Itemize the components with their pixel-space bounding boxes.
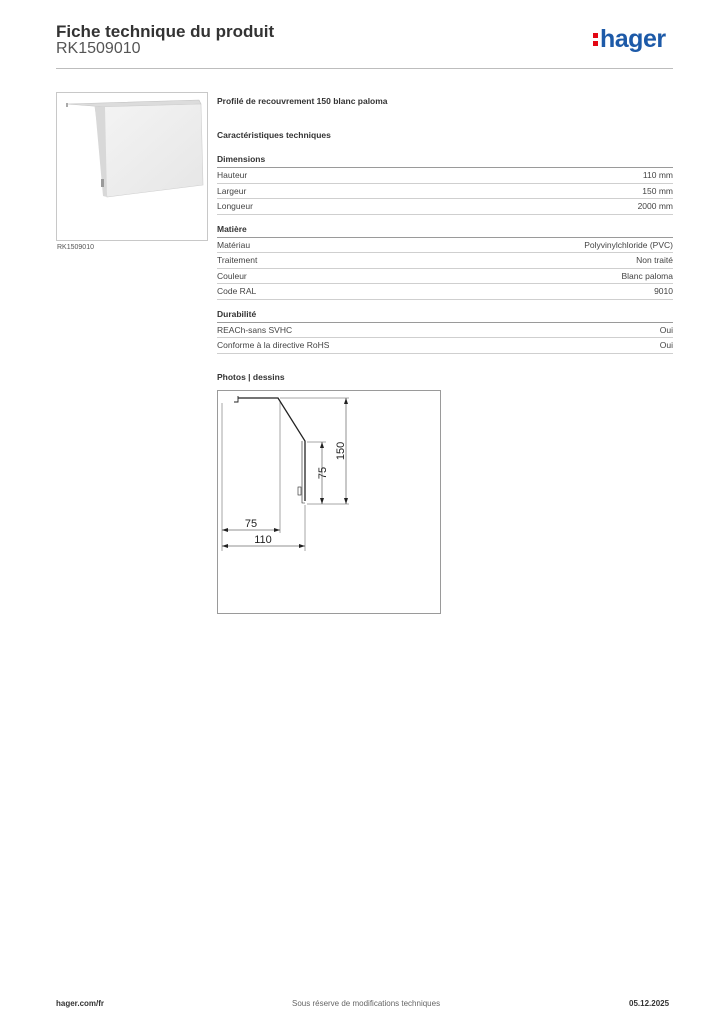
footer-note: Sous réserve de modifications techniques: [292, 999, 441, 1008]
spec-value: Non traité: [636, 255, 673, 265]
spec-label: Largeur: [217, 185, 247, 196]
spec-value: Oui: [659, 340, 673, 350]
product-image: [56, 92, 208, 241]
spec-value: Blanc paloma: [621, 270, 673, 281]
spec-row: [217, 253, 673, 269]
dimension-75-horizontal-label: 75: [244, 518, 258, 530]
spec-row: [217, 323, 673, 339]
group-title: Dimensions: [217, 154, 673, 168]
spec-row: [217, 269, 673, 285]
dimension-75-vertical-label: 75: [317, 466, 329, 480]
spec-value: 2000 mm: [637, 201, 673, 211]
photos-title: Photos | dessins: [217, 371, 285, 382]
spec-label: Hauteur: [217, 170, 248, 180]
spec-value: Oui: [659, 324, 673, 335]
logo-text: hager: [600, 25, 666, 53]
spec-group-dimensions: [217, 154, 673, 215]
spec-label: Code RAL: [217, 286, 257, 296]
profile-drawing: [218, 391, 440, 613]
dimension-110-label: 110: [254, 534, 272, 546]
spec-row: [217, 338, 673, 354]
section-title: Caractéristiques techniques: [217, 130, 331, 140]
page-title: Fiche technique du produit: [56, 22, 275, 41]
cover-profile-icon: [57, 93, 207, 240]
spec-row: [217, 199, 673, 215]
spec-group-material: [217, 224, 673, 300]
group-title: Durabilité: [217, 309, 673, 323]
specs-panel: [217, 96, 673, 382]
spec-group-durability: [217, 309, 673, 354]
spec-label: Longueur: [217, 201, 253, 211]
spec-label: Couleur: [217, 270, 247, 281]
spec-row: [217, 284, 673, 300]
spec-label: Traitement: [217, 255, 258, 265]
footer-date: 05.12.2025: [629, 999, 670, 1008]
group-title: Matière: [217, 224, 673, 238]
spec-row: [217, 168, 673, 184]
spec-row: [217, 238, 673, 254]
image-caption: RK1509010: [57, 244, 94, 251]
hager-logo: [593, 27, 666, 52]
dimension-150-label: 150: [335, 441, 347, 461]
spec-value: 110 mm: [642, 170, 673, 180]
spec-label: Conforme à la directive RoHS: [217, 340, 330, 350]
spec-value: 9010: [654, 286, 673, 296]
spec-label: REACh-sans SVHC: [217, 324, 293, 335]
technical-drawing: [217, 390, 441, 614]
product-reference: RK1509010: [56, 40, 141, 57]
header-divider: [56, 68, 673, 69]
spec-row: [217, 184, 673, 200]
product-title: Profilé de recouvrement 150 blanc paloma: [217, 96, 388, 106]
spec-value: Polyvinylchloride (PVC): [584, 239, 673, 250]
footer-website: hager.com/fr: [56, 999, 105, 1008]
spec-label: Matériau: [217, 239, 251, 250]
spec-value: 150 mm: [642, 185, 673, 196]
logo-dots-icon: [593, 30, 599, 48]
